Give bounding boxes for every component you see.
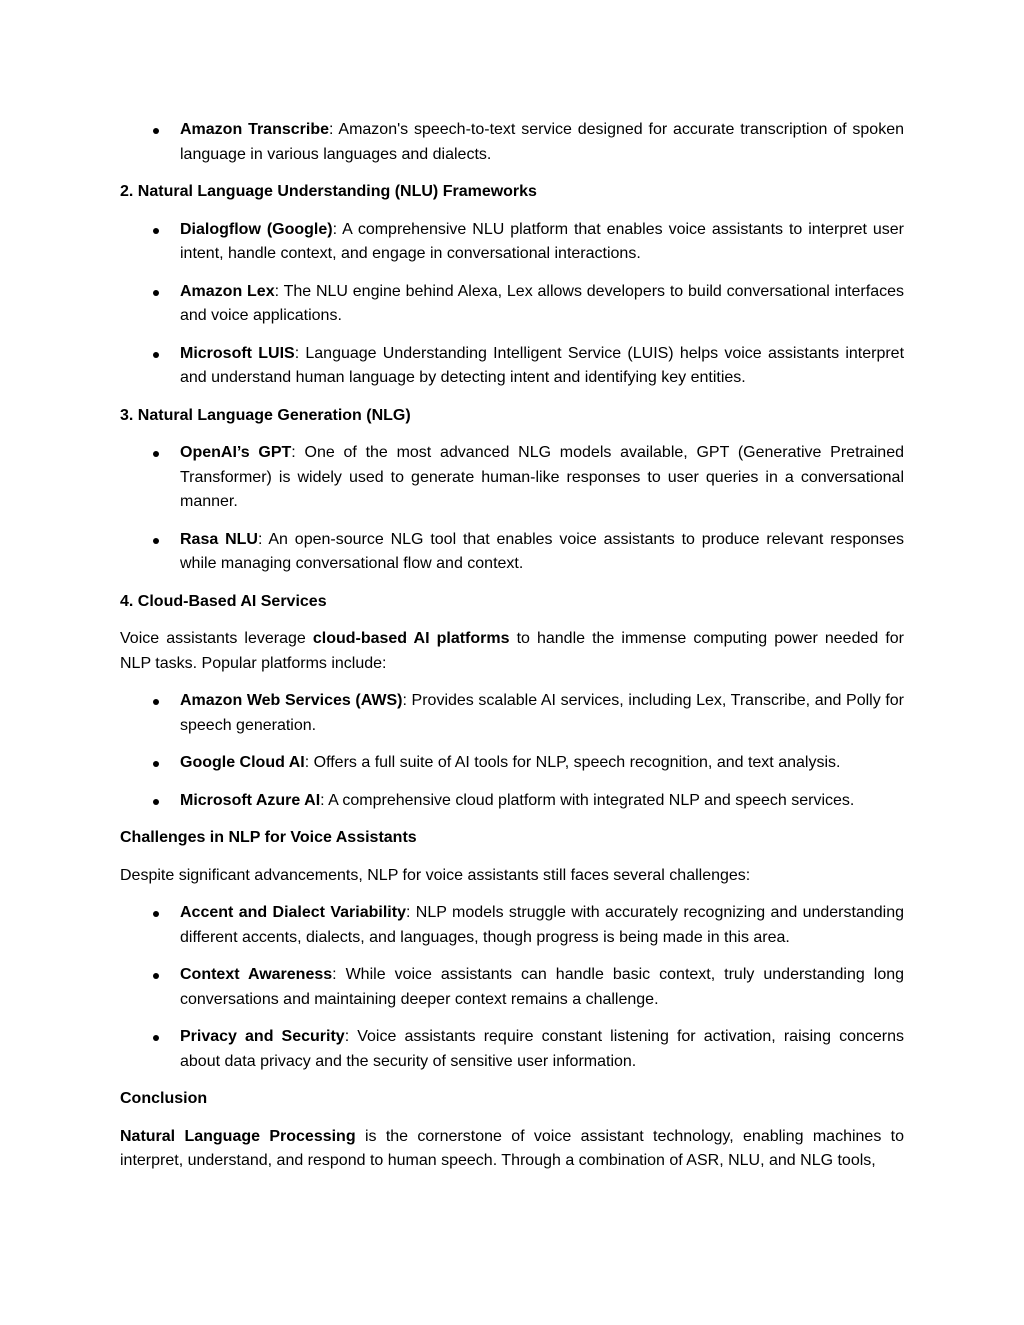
item-term: Microsoft Azure AI xyxy=(180,791,321,809)
intro-text-end: to handle the immense computing power needed for NLP tasks. Popular platforms include: xyxy=(120,630,905,672)
item-description: : Provides scalable AI services, including Lex, Transcribe, and Polly for speech generation. xyxy=(180,692,905,734)
item-description: : Language Understanding Intelligent Service (LUIS) helps voice assistants interpret and understand human language by detecting intent and identifying key entities. xyxy=(180,344,905,386)
cloud-intro-paragraph xyxy=(120,627,904,676)
item-term: Amazon Lex xyxy=(180,282,275,300)
list-item xyxy=(120,1025,904,1074)
challenges-intro-paragraph: Despite significant advancements, NLP for voice assistants still faces several challenges: xyxy=(120,866,751,884)
nlu-list xyxy=(120,218,904,391)
asr-tools-list xyxy=(120,118,904,167)
item-term: Context Awareness xyxy=(180,966,333,983)
list-item xyxy=(120,901,904,950)
item-term: Dialogflow (Google) xyxy=(180,220,333,238)
item-term: OpenAI’s GPT xyxy=(180,444,292,461)
item-term: Rasa NLU xyxy=(180,530,258,548)
item-description: : Offers a full suite of AI tools for NLP, speech recognition, and text analysis. xyxy=(304,754,841,771)
list-item xyxy=(120,280,904,329)
list-item xyxy=(120,789,904,814)
document-page xyxy=(120,118,904,1187)
intro-text: Voice assistants leverage xyxy=(120,630,313,647)
conclusion-bold-text: Natural Language Processing xyxy=(120,1127,356,1145)
item-description: : Voice assistants require constant listening for activation, raising concerns about data privacy and the security of sensitive user information. xyxy=(180,1028,904,1070)
section-heading-nlu: 2. Natural Language Understanding (NLU) Frameworks xyxy=(120,183,537,200)
item-term: Google Cloud AI xyxy=(180,754,305,771)
conclusion-text: is the cornerstone of voice assistant technology, enabling machines to interpret, understand, and respond to human speech. Through a combination of ASR, NLU, and NLG tools, xyxy=(120,1127,904,1169)
item-term: Accent and Dialect Variability xyxy=(180,904,406,921)
nlg-list xyxy=(120,441,904,577)
item-description: : A comprehensive cloud platform with integrated NLP and speech services. xyxy=(320,791,855,809)
conclusion-paragraph xyxy=(120,1125,904,1174)
section-heading-conclusion: Conclusion xyxy=(120,1090,208,1107)
challenges-list xyxy=(120,901,904,1074)
item-description: : Amazon's speech-to-text service designed for accurate transcription of spoken language in various languages and dialects. xyxy=(180,121,904,163)
section-heading-cloud: 4. Cloud-Based AI Services xyxy=(120,592,327,610)
item-term: Privacy and Security xyxy=(180,1028,345,1045)
item-description: : An open-source NLG tool that enables voice assistants to produce relevant responses while managing conversational flow and context. xyxy=(180,530,905,572)
item-term: Amazon Transcribe xyxy=(180,121,329,138)
item-description: : NLP models struggle with accurately recognizing and understanding different accents, dialects, and languages, though progress is being made in this area. xyxy=(180,904,904,946)
list-item xyxy=(120,528,904,577)
item-description: : A comprehensive NLU platform that enables voice assistants to interpret user intent, handle context, and engage in conversational interactions. xyxy=(180,220,904,262)
item-term: Microsoft LUIS xyxy=(180,344,295,362)
item-description: : While voice assistants can handle basic context, truly understanding long conversations and maintaining deeper context remains a challenge. xyxy=(180,966,905,1008)
section-heading-challenges: Challenges in NLP for Voice Assistants xyxy=(120,829,417,846)
list-item xyxy=(120,342,904,391)
item-term: Amazon Web Services (AWS) xyxy=(180,692,403,709)
item-description: : One of the most advanced NLG models available, GPT (Generative Pretrained Transformer) is widely used to generate human-like responses to user queries in a conversational manner. xyxy=(180,444,905,510)
list-item xyxy=(120,218,904,267)
cloud-list xyxy=(120,689,904,813)
list-item xyxy=(120,963,904,1012)
list-item xyxy=(120,689,904,738)
item-description: : The NLU engine behind Alexa, Lex allows developers to build conversational interfaces and voice applications. xyxy=(180,282,904,324)
list-item xyxy=(120,118,904,167)
list-item xyxy=(120,441,904,515)
list-item xyxy=(120,751,904,776)
intro-bold-text: cloud-based AI platforms xyxy=(312,630,510,647)
section-heading-nlg: 3. Natural Language Generation (NLG) xyxy=(120,406,411,424)
